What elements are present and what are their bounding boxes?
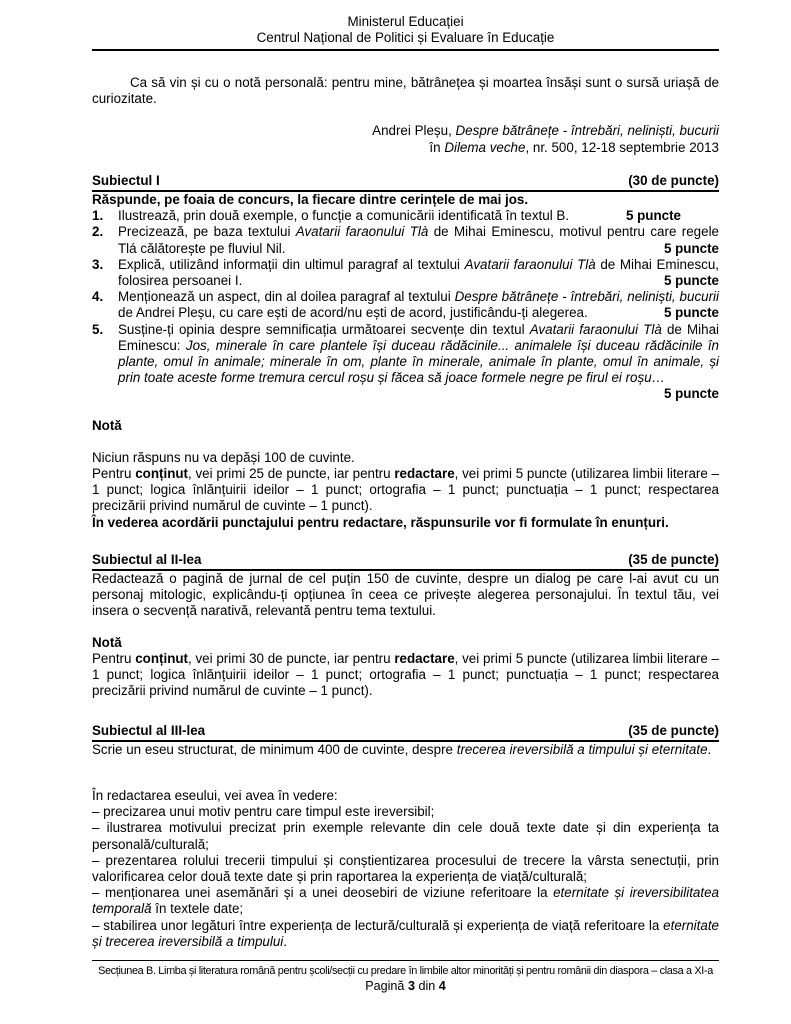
subject3-paragraph: Scrie un eseu structurat, de minimum 400 de cuvinte, despre trecerea ireversibilă a timpului și eternitate. xyxy=(92,741,712,757)
item-text: Menționează un aspect, din al doilea paragraf al textului Despre bătrânețe - întrebări, neliniști, bucurii de Andrei Pleșu, cu care ești de acord/nu ești de acord, justificându-ți alegerea. 5 puncte xyxy=(118,289,719,321)
work-title: Despre bătrânețe - întrebări, neliniști, bucurii xyxy=(454,289,719,305)
redactare-label: redactare xyxy=(394,466,455,482)
requirement-item-3 xyxy=(92,257,719,289)
document-footer xyxy=(92,960,719,994)
attribution-work-title: Despre bătrânețe - întrebări, neliniști, bucurii xyxy=(455,123,719,139)
nota1-body: Pentru conținut, vei primi 25 de puncte, iar pentru redactare, vei primi 5 puncte (utilizarea limbii literare – 1 punct; logica înlănțuirii ideilor – 1 punct; ortografia – 1 punct; punctuația – 1 punct; respectarea precizării privind numărul de cuvinte – 1 punct). xyxy=(92,466,719,514)
points-label: 5 puncte xyxy=(663,273,719,289)
attribution-line-1 xyxy=(92,123,719,139)
subject3-title: Subiectul al III-lea xyxy=(92,722,206,738)
subject3-points: (35 de puncte) xyxy=(628,722,719,738)
item-text: Explică, utilizând informații din ultimul paragraf al textului Avatarii faraonului Tlà de Mihai Eminescu, folosirea persoanei I. 5 puncte xyxy=(118,256,720,289)
subject2-points: (35 de puncte) xyxy=(628,551,719,567)
redactare-label: redactare xyxy=(394,650,455,666)
item-number: 1. xyxy=(92,208,104,224)
work-title: Avatarii faraonului Tlà xyxy=(464,256,596,272)
nota1-line1: Niciun răspuns nu va depăși 100 de cuvinte. xyxy=(92,449,355,465)
document-header xyxy=(92,14,719,51)
item-number: 2. xyxy=(92,224,104,240)
essay-intro: În redactarea eseului, vei avea în vedere: xyxy=(92,787,338,803)
subject3-heading xyxy=(92,723,719,742)
center-line: Centrul Național de Politici și Evaluare în Educație xyxy=(256,30,555,45)
essay-bullet-2: – ilustrarea motivului precizat prin exemple relevante din cele două texte date și din experiența ta personală/culturală; xyxy=(92,820,719,852)
subject1-title: Subiectul I xyxy=(92,172,160,188)
points-label: 5 puncte xyxy=(663,305,719,321)
italic-phrase: eternitate și trecerea ireversibilă a timpului xyxy=(92,917,719,949)
nota2-title: Notă xyxy=(92,634,122,650)
quote-paragraph: Ca să vin și cu o notă personală: pentru mine, bătrânețea și moartea însăși sunt o sursă uriașă de curiozitate. xyxy=(92,75,719,107)
essay-bullet-5: – stabilirea unor legături între experiența de lectură/culturală și experiența de viață referitoare la eternitate și trecerea ireversibilă a timpului. xyxy=(92,917,719,949)
subject2-paragraph: Redactează o pagină de jurnal de cel puțin 150 de cuvinte, despre un dialog pe care l-ai avut cu un personaj mitologic, explicându-ți opțiunea în ceea ce privește alegerea personajului. În textul tău, vei insera o secvență narativă, relevantă pentru tema textului. xyxy=(92,571,719,619)
requirement-item-1 xyxy=(92,208,719,224)
continut-label: conținut xyxy=(135,466,189,482)
item-number: 4. xyxy=(92,289,104,305)
essay-bullet-1: – precizarea unui motiv pentru care timpul este ireversibil; xyxy=(92,804,435,820)
item-text: Ilustrează, prin două exemple, o funcție a comunicării identificată în textul B. 5 puncte xyxy=(118,208,681,224)
attribution-line-2: în Dilema veche, nr. 500, 12-18 septembrie 2013 xyxy=(429,139,719,155)
subject2-title: Subiectul al II-lea xyxy=(92,551,202,567)
subject1-heading xyxy=(92,173,719,192)
attribution-publication: Dilema veche xyxy=(444,139,526,155)
attribution-author: Andrei Pleșu, xyxy=(372,123,456,139)
essay-bullet-4: – menționarea unei asemănări și a unei deosebiri de viziune referitoare la eternitate și ireversibilitatea temporală în textele date; xyxy=(92,885,719,917)
essay-theme: trecerea ireversibilă a timpului și eternitate xyxy=(456,741,708,757)
essay-bullet-3: – prezentarea rolului trecerii timpului și conștientizarea procesului de trecere la vârsta senectuții, prin valorificarea celor două texte date și prin raportarea la experiența de viață/culturală; xyxy=(92,852,719,884)
total-page-number: 4 xyxy=(438,979,446,993)
work-title: Avatarii faraonului Tlà xyxy=(295,224,429,240)
requirement-item-2 xyxy=(92,224,719,256)
points-label: 5 puncte xyxy=(625,208,681,224)
points-label: 5 puncte xyxy=(663,386,719,402)
item-number: 5. xyxy=(92,321,104,337)
item-text: Precizează, pe baza textului Avatarii faraonului Tlà de Mihai Eminescu, motivul pentru care regele Tlá călătorește pe fluviul Nil. 5 puncte xyxy=(118,224,719,256)
nota1-title: Notă xyxy=(92,417,122,433)
subject2-heading xyxy=(92,552,719,571)
requirement-item-4 xyxy=(92,289,719,321)
nota1-bold-line: În vederea acordării punctajului pentru redactare, răspunsurile vor fi formulate în enunțuri. xyxy=(92,514,669,530)
attribution xyxy=(92,123,719,155)
footer-section-line: Secțiunea B. Limba și literatura română pentru școli/secții cu predare în limbile altor minorități și pentru românii din diaspora – clasa a XI-a xyxy=(98,965,713,977)
points-label: 5 puncte xyxy=(663,240,719,256)
requirement-item-5 xyxy=(92,322,719,403)
quoted-excerpt: Jos, minerale în care plantele își duceau rădăcinile... animalele își duceau rădăcinile în plante, omul în animale; minerale în om, plante în minerale, animale în plante, omul în animale, și prin toate aceste forme tremura cercul roșu și făcea să joace formele negre pe firul ei roșu… xyxy=(118,337,720,386)
subject1-instruction: Răspunde, pe foaia de concurs, la fiecare dintre cerințele de mai jos. xyxy=(92,192,529,208)
work-title: Avatarii faraonului Tlà xyxy=(529,321,662,337)
italic-phrase: eternitate și ireversibilitatea temporală xyxy=(92,885,719,917)
continut-label: conținut xyxy=(135,650,189,666)
footer-page-line: Pagină 3 din 4 xyxy=(365,979,446,993)
item-number: 3. xyxy=(92,256,104,272)
ministry-line: Ministerul Educației xyxy=(347,14,464,29)
nota2-body: Pentru conținut, vei primi 30 de puncte, iar pentru redactare, vei primi 5 puncte (utilizarea limbii literare – 1 punct; logica înlănțuirii ideilor – 1 punct; ortografia – 1 punct; punctuația – 1 punct; respectarea precizării privind numărul de cuvinte – 1 punct). xyxy=(92,650,719,699)
subject1-points: (30 de puncte) xyxy=(628,172,719,188)
item-text: Susține-ți opinia despre semnificația următoarei secvențe din textul Avatarii faraonului Tlà de Mihai Eminescu: Jos, minerale în care plantele își duceau rădăcinile... animalele își duceau rădăcinile în plante, omul în animale; minerale în om, plante în minerale, animale în plante, omul în animale, și prin toate aceste forme tremura cercul roșu și făcea să joace formele negre pe firul ei roșu… 5 puncte xyxy=(118,321,720,402)
current-page-number: 3 xyxy=(407,979,415,993)
